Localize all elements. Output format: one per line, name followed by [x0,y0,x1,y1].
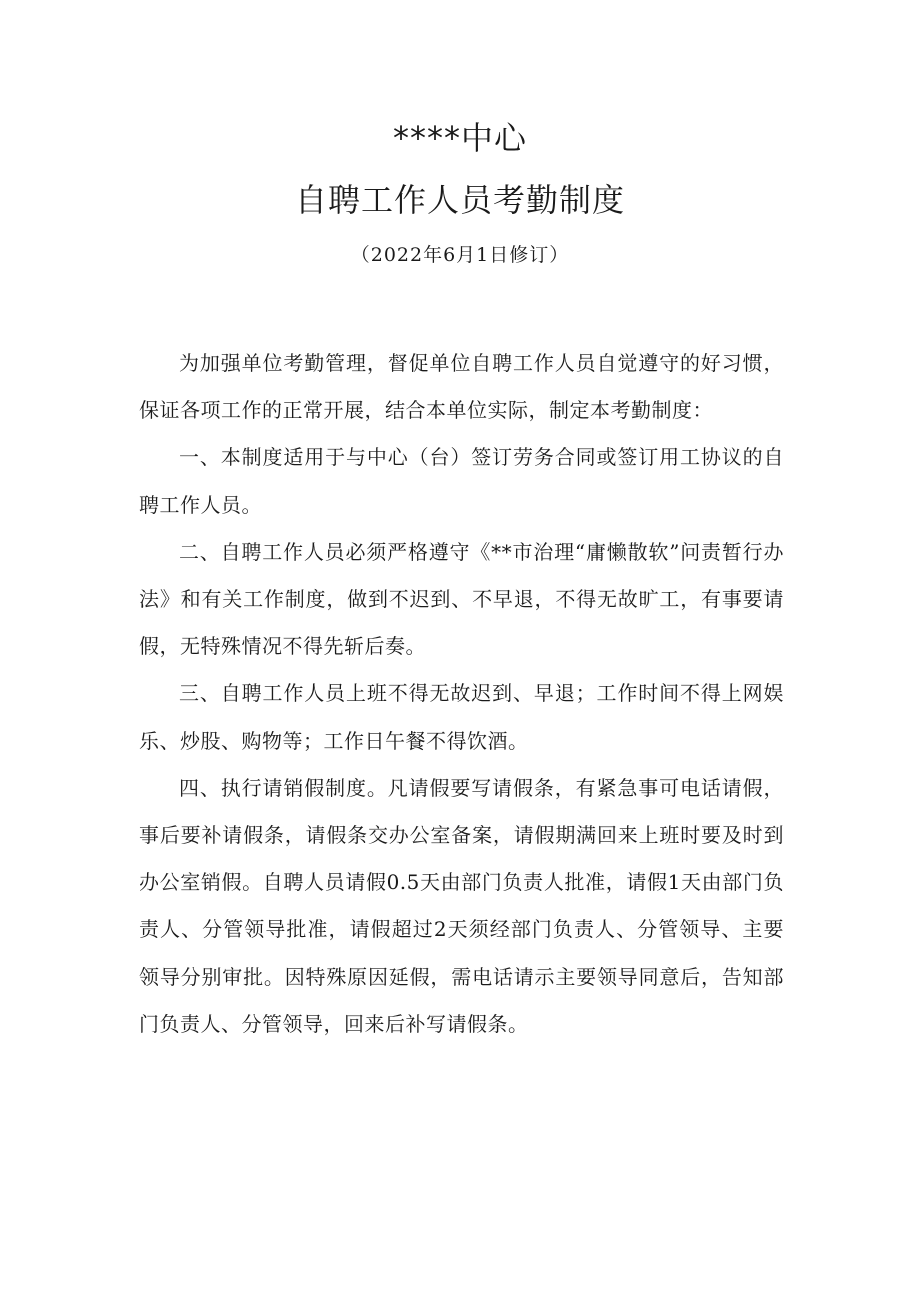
paragraph-intro: 为加强单位考勤管理，督促单位自聘工作人员自觉遵守的好习惯，保证各项工作的正常开展，结合本单位实际，制定本考勤制度： [139,351,784,423]
revision-date: （2022年6月1日修订） [350,244,570,266]
document-body [139,340,784,1048]
document-title: 自聘工作人员考勤制度 [294,181,625,219]
paragraph-article-1: 一、本制度适用于与中心（台）签订劳务合同或签订用工协议的自聘工作人员。 [139,445,784,517]
paragraph-article-3: 三、自聘工作人员上班不得无故迟到、早退；工作时间不得上网娱乐、炒股、购物等；工作日午餐不得饮酒。 [139,681,784,753]
paragraph-article-4: 四、执行请销假制度。凡请假要写请假条，有紧急事可电话请假，事后要补请假条，请假条交办公室备案，请假期满回来上班时要及时到办公室销假。自聘人员请假0.5天由部门负责人批准，请假1天由部门负责人、分管领导批准，请假超过2天须经部门负责人、分管领导、主要领导分别审批。因特殊原因延假，需电话请示主要领导同意后，告知部门负责人、分管领导，回来后补写请假条。 [139,775,784,1036]
paragraph-article-2: 二、自聘工作人员必须严格遵守《**市治理“庸懒散软”问责暂行办法》和有关工作制度，做到不迟到、不早退，不得无故旷工，有事要请假，无特殊情况不得先斩后奏。 [139,539,784,659]
organization-name: ****中心 [392,119,527,157]
